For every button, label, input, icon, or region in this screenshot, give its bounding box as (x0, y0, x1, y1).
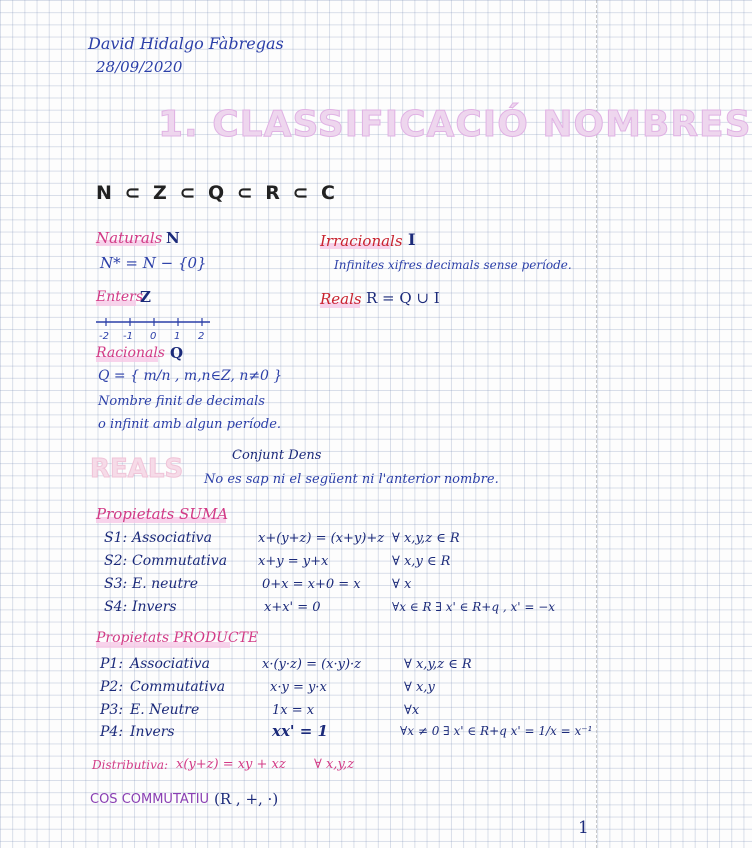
conjunt-dens-label: Conjunt Dens (232, 448, 322, 463)
racionals-def: Q = { m/n , m,n∈Z, n≠0 } (98, 368, 283, 384)
suma-row-name: Invers (132, 599, 177, 615)
suma-row-formula: 0+x = x+0 = x (262, 577, 361, 592)
tick-label: 1 (174, 331, 181, 342)
suma-row-formula: x+x' = 0 (264, 600, 321, 615)
reals-ghost-heading: REALS (90, 454, 184, 484)
suma-row-cond: ∀ x (392, 577, 412, 592)
suma-row-formula: x+(y+z) = (x+y)+z (258, 531, 385, 546)
enters-symbol: Z (140, 288, 151, 306)
tick-label: -1 (123, 331, 133, 342)
producte-row-id: P2: (100, 679, 124, 695)
naturals-def: N* = N − {0} (100, 254, 207, 272)
suma-row-name: E. neutre (132, 576, 199, 592)
enters-label: Enters (96, 289, 144, 305)
tick-label: 0 (150, 331, 157, 342)
racionals-line1: Nombre finit de decimals (98, 394, 265, 409)
producte-row-cond: ∀x (404, 703, 420, 718)
suma-row-name: Commutativa (132, 553, 228, 569)
reals-def: R = Q ∪ I (366, 289, 440, 307)
producte-row-name: Associativa (130, 656, 210, 672)
suma-row-formula: x+y = y+x (258, 554, 329, 569)
suma-row-id: S1: (104, 530, 128, 546)
page-number: 1 (578, 818, 589, 838)
racionals-symbol: Q (170, 344, 184, 362)
number-line (94, 314, 214, 344)
producte-row-cond: ∀ x,y (404, 680, 435, 695)
suma-row-cond: ∀ x,y ∈ R (392, 554, 451, 569)
suma-heading: Propietats SUMA (96, 505, 229, 523)
producte-heading: Propietats PRODUCTE (96, 630, 259, 646)
irracionals-label: Irracionals (320, 232, 403, 250)
irracionals-def: Infinites xifres decimals sense període. (334, 258, 572, 272)
author-name: David Hidalgo Fàbregas (88, 34, 284, 53)
conjunt-dens-desc: No es sap ni el següent ni l'anterior nombre. (204, 472, 499, 487)
tick-label: -2 (99, 331, 109, 342)
producte-row-formula: x·(y·z) = (x·y)·z (262, 657, 362, 672)
producte-row-name: E. Neutre (130, 702, 200, 718)
producte-row-formula: xx' = 1 (272, 722, 328, 740)
suma-row-name: Associativa (132, 530, 212, 546)
producte-row-formula: 1x = x (272, 703, 315, 718)
tick-label: 2 (198, 331, 205, 342)
reals-label: Reals (320, 290, 362, 308)
racionals-label: Racionals (96, 345, 165, 361)
cos-commutatiu-label: COS COMMUTATIU (90, 792, 210, 807)
producte-row-name: Invers (130, 724, 175, 740)
naturals-label: Naturals (96, 229, 163, 247)
suma-row-id: S2: (104, 553, 128, 569)
producte-row-cond: ∀ x,y,z ∈ R (404, 657, 472, 672)
producte-row-cond: ∀x ≠ 0 ∃ x' ∈ R+q x' = 1/x = x⁻¹ (400, 724, 593, 738)
distributiva-label: Distributiva: (92, 758, 169, 772)
cos-commutatiu-def: (R , +, ·) (214, 790, 279, 808)
suma-row-id: S4: (104, 599, 128, 615)
producte-row-id: P3: (100, 702, 124, 718)
suma-row-id: S3: (104, 576, 128, 592)
irracionals-symbol: I (408, 230, 416, 249)
sets-chain: N ⊂ Z ⊂ Q ⊂ R ⊂ C (96, 182, 339, 204)
date: 28/09/2020 (96, 58, 183, 76)
suma-row-cond: ∀ x,y,z ∈ R (392, 531, 460, 546)
suma-row-cond: ∀x ∈ R ∃ x' ∈ R+q , x' = −x (392, 600, 556, 614)
page-title: 1. CLASSIFICACIÓ NOMBRES (158, 104, 752, 145)
producte-row-name: Commutativa (130, 679, 226, 695)
producte-row-id: P1: (100, 656, 124, 672)
distributiva-cond: ∀ x,y,z (314, 757, 355, 772)
racionals-line2: o infinit amb algun període. (98, 417, 282, 432)
producte-row-formula: x·y = y·x (270, 680, 327, 695)
naturals-symbol: N (166, 229, 180, 247)
producte-row-id: P4: (100, 724, 124, 740)
distributiva-formula: x(y+z) = xy + xz (176, 757, 286, 772)
